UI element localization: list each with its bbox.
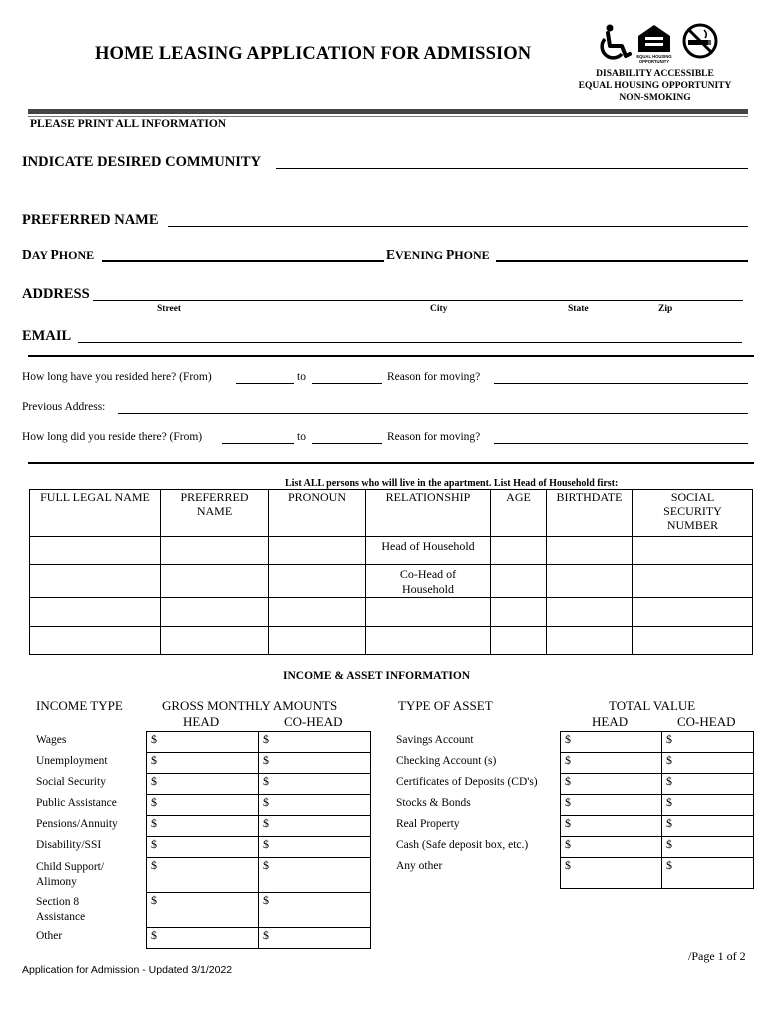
cell-input[interactable] (547, 598, 633, 627)
asset-type-stocks: Stocks & Bonds (396, 797, 471, 809)
page-title: HOME LEASING APPLICATION FOR ADMISSION (95, 44, 532, 64)
equal-housing-icon (638, 25, 670, 52)
asset-cohead-cell[interactable]: $ (662, 774, 754, 795)
asset-cohead-cell[interactable]: $ (662, 795, 754, 816)
income-type-disability: Disability/SSI (36, 839, 102, 851)
reason-moving-2-label: Reason for moving? (387, 431, 481, 443)
asset-type-other: Any other (396, 860, 443, 872)
income-head-cell[interactable]: $ (147, 795, 259, 816)
resided-there-to-label: to (297, 431, 306, 443)
address-city-caption: City (430, 304, 448, 314)
col-birthdate: BIRTHDATE (547, 490, 633, 537)
asset-head-cell[interactable]: $ (561, 816, 662, 837)
svg-text:OPPORTUNITY: OPPORTUNITY (638, 59, 670, 64)
income-cohead-cell[interactable]: $ (259, 893, 371, 928)
evening-phone-field[interactable] (496, 260, 748, 262)
income-head-header: HEAD (183, 714, 220, 729)
cell-input[interactable] (30, 598, 161, 627)
cell-input[interactable] (633, 598, 753, 627)
resided-there-from-field[interactable] (222, 443, 294, 444)
income-head-cell[interactable]: $ (147, 858, 259, 893)
asset-head-cell[interactable]: $ (561, 732, 662, 753)
asset-type-cash: Cash (Safe deposit box, etc.) (396, 839, 529, 851)
community-label: INDICATE DESIRED COMMUNITY (22, 154, 262, 170)
cell-input[interactable] (269, 627, 366, 655)
income-head-cell[interactable]: $ (147, 837, 259, 858)
cell-input[interactable] (491, 627, 547, 655)
section-divider-2 (28, 462, 754, 464)
income-type-unemployment: Unemployment (36, 755, 108, 767)
asset-type-savings: Savings Account (396, 734, 474, 746)
income-type-wages: Wages (36, 734, 67, 746)
household-table (29, 489, 753, 655)
cell-input[interactable] (269, 565, 366, 598)
address-state-caption: State (568, 304, 589, 314)
cell-input[interactable] (491, 537, 547, 565)
preferred-name-field[interactable] (168, 226, 748, 227)
household-row (30, 537, 753, 565)
income-type-child-support: Child Support/ Alimony (36, 861, 105, 888)
cell-input[interactable] (491, 565, 547, 598)
income-amounts-grid (146, 731, 371, 949)
income-type-other: Other (36, 930, 63, 942)
day-phone-label: DAY PHONE (22, 247, 95, 262)
relationship-cell: Co-Head of Household (366, 565, 491, 598)
household-row (30, 598, 753, 627)
cell-input[interactable] (269, 537, 366, 565)
income-cohead-cell[interactable]: $ (259, 858, 371, 893)
eho-logo-text: EQUAL HOUSING (636, 54, 672, 59)
community-field[interactable] (276, 168, 748, 169)
income-head-cell[interactable]: $ (147, 893, 259, 928)
reason-moving-label: Reason for moving? (387, 371, 481, 383)
resided-from-field[interactable] (236, 383, 294, 384)
col-full-legal-name: FULL LEGAL NAME (30, 490, 161, 537)
resided-there-from-label: How long did you reside there? (From) (22, 431, 203, 443)
previous-address-field[interactable] (118, 413, 748, 414)
cell-input[interactable] (161, 537, 269, 565)
footer-updated: Application for Admission - Updated 3/1/2022 (22, 964, 233, 976)
income-cohead-cell[interactable]: $ (259, 795, 371, 816)
income-type-section8: Section 8 Assistance (36, 896, 86, 923)
asset-cohead-cell[interactable]: $ (662, 753, 754, 774)
asset-cohead-cell[interactable]: $ (662, 858, 754, 889)
asset-values-grid (560, 731, 754, 889)
asset-head-header: HEAD (592, 714, 629, 729)
address-zip-caption: Zip (658, 304, 673, 314)
asset-type-real-property: Real Property (396, 818, 460, 830)
asset-cohead-cell[interactable]: $ (662, 816, 754, 837)
page-number: /Page 1 of 2 (688, 949, 746, 963)
email-field[interactable] (78, 342, 742, 343)
asset-type-header: TYPE OF ASSET (398, 698, 493, 713)
cell-input[interactable] (547, 537, 633, 565)
asset-head-cell[interactable]: $ (561, 774, 662, 795)
income-type-header: INCOME TYPE (36, 698, 123, 713)
income-head-cell[interactable]: $ (147, 732, 259, 753)
gross-monthly-header: GROSS MONTHLY AMOUNTS (162, 698, 338, 713)
total-value-header: TOTAL VALUE (609, 698, 696, 713)
asset-head-cell[interactable]: $ (561, 795, 662, 816)
income-cohead-cell[interactable]: $ (259, 732, 371, 753)
asset-cohead-cell[interactable]: $ (662, 837, 754, 858)
asset-cohead-cell[interactable]: $ (662, 732, 754, 753)
resided-from-label: How long have you resided here? (From) (22, 371, 212, 383)
badge-non-smoking: NON-SMOKING (619, 93, 691, 103)
wheelchair-icon (602, 25, 630, 58)
income-cohead-cell[interactable]: $ (259, 753, 371, 774)
cell-input[interactable] (366, 627, 491, 655)
income-head-cell[interactable]: $ (147, 774, 259, 795)
print-note: PLEASE PRINT ALL INFORMATION (30, 118, 227, 130)
badge-disability: DISABILITY ACCESSIBLE (596, 69, 714, 79)
resided-to-field[interactable] (312, 383, 382, 384)
no-smoking-icon (684, 25, 716, 57)
col-preferred-name: PREFERRED NAME (161, 490, 269, 537)
cell-input[interactable] (366, 598, 491, 627)
resided-to-label: to (297, 371, 306, 383)
income-type-social-security: Social Security (36, 776, 106, 788)
cell-input[interactable] (491, 598, 547, 627)
asset-head-cell[interactable]: $ (561, 858, 662, 889)
resided-there-to-field[interactable] (312, 443, 382, 444)
col-relationship: RELATIONSHIP (366, 490, 491, 537)
preferred-name-label: PREFERRED NAME (22, 212, 159, 228)
income-cohead-cell[interactable]: $ (259, 837, 371, 858)
evening-phone-label: EVENING PHONE (386, 247, 490, 262)
asset-cohead-header: CO-HEAD (677, 714, 736, 729)
income-cohead-cell[interactable]: $ (259, 816, 371, 837)
household-row (30, 565, 753, 598)
income-head-cell[interactable]: $ (147, 753, 259, 774)
income-cohead-cell[interactable]: $ (259, 928, 371, 949)
cell-input[interactable] (547, 627, 633, 655)
income-cohead-cell[interactable]: $ (259, 774, 371, 795)
section-divider (28, 355, 754, 357)
asset-type-checking: Checking Account (s) (396, 755, 497, 767)
household-note: List ALL persons who will live in the apartment. List Head of Household first: (285, 478, 619, 489)
income-type-pensions: Pensions/Annuity (36, 818, 118, 830)
income-title: INCOME & ASSET INFORMATION (283, 670, 471, 682)
address-field[interactable] (93, 300, 743, 301)
household-header-row (30, 490, 753, 537)
badges (560, 68, 750, 104)
cell-input[interactable] (30, 565, 161, 598)
badge-equal-housing: EQUAL HOUSING OPPORTUNITY (578, 81, 732, 91)
cell-input[interactable] (269, 598, 366, 627)
income-head-cell[interactable]: $ (147, 928, 259, 949)
col-pronoun: PRONOUN (269, 490, 366, 537)
cell-input[interactable] (633, 565, 753, 598)
previous-address-label: Previous Address: (22, 401, 106, 413)
asset-type-cd: Certificates of Deposits (CD's) (396, 776, 538, 788)
household-row (30, 627, 753, 655)
cell-input[interactable] (161, 598, 269, 627)
col-ssn: SOCIAL SECURITY NUMBER (633, 490, 753, 537)
relationship-cell: Head of Household (366, 537, 491, 565)
email-label: EMAIL (22, 328, 72, 344)
cell-input[interactable] (547, 565, 633, 598)
reason-moving-field[interactable] (494, 383, 748, 384)
cell-input[interactable] (30, 627, 161, 655)
cell-input[interactable] (30, 537, 161, 565)
col-age: AGE (491, 490, 547, 537)
income-type-public-assistance: Public Assistance (36, 797, 117, 809)
income-head-cell[interactable]: $ (147, 816, 259, 837)
asset-head-cell[interactable]: $ (561, 753, 662, 774)
cell-input[interactable] (161, 627, 269, 655)
header-divider (28, 109, 748, 114)
header-icons (596, 22, 720, 66)
cell-input[interactable] (633, 537, 753, 565)
header-divider-thin (28, 116, 748, 117)
address-label: ADDRESS (22, 286, 90, 302)
asset-head-cell[interactable]: $ (561, 837, 662, 858)
cell-input[interactable] (633, 627, 753, 655)
cell-input[interactable] (161, 565, 269, 598)
reason-moving-2-field[interactable] (494, 443, 748, 444)
address-street-caption: Street (157, 304, 182, 314)
income-cohead-header: CO-HEAD (284, 714, 343, 729)
day-phone-field[interactable] (102, 260, 384, 262)
